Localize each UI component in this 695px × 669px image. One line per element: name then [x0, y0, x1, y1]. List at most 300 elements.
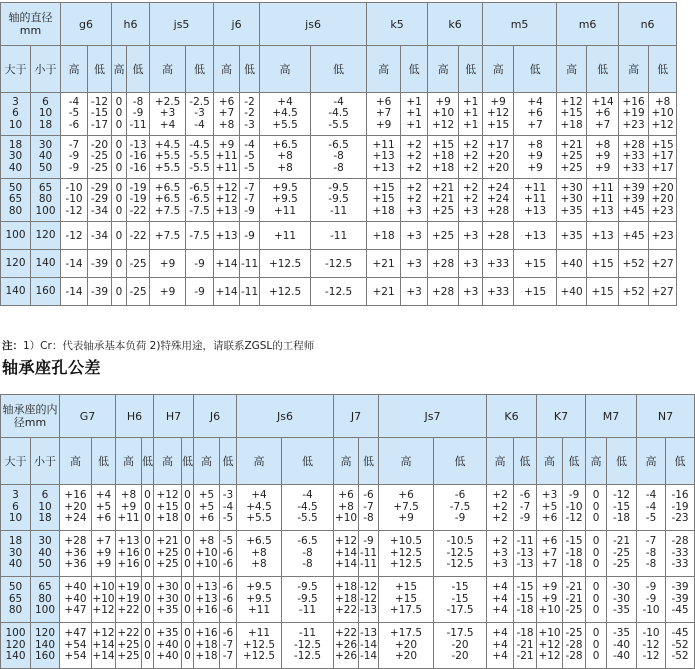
shaft_table-value-cell: +6.5 +6.5 +7.5 [150, 179, 186, 222]
shaft_table-size-under: 30 40 50 [31, 136, 61, 179]
housing_table-value-cell: +3 +5 +6 [537, 485, 563, 531]
shaft_table-subheader-cell: 高 [260, 46, 311, 93]
shaft_table-value-cell: -8 -9 -11 [127, 93, 150, 136]
shaft_table-value-cell: +9 [150, 278, 186, 306]
shaft_table-value-cell: +27 [649, 278, 677, 306]
housing_table-value-cell: -10.5 -12.5 -12.5 [434, 531, 487, 577]
housing_table-value-cell: 0 0 0 [586, 623, 607, 669]
housing_table-value-cell: +6.5 +8 +8 [237, 531, 282, 577]
shaft_table-header-row [1, 3, 677, 46]
housing_table-value-cell: -21 -21 -25 [563, 577, 586, 623]
shaft_table-value-cell: -6.5 -8 -8 [311, 136, 367, 179]
housing_table-value-cell: -4 -4.5 -5.5 [282, 485, 334, 531]
housing_table-value-cell: -4 -4 -5 [637, 485, 666, 531]
housing_table-subheader-cell: 高 [537, 438, 563, 485]
shaft_table-value-cell: -12.5 [311, 278, 367, 306]
housing_table-subheader-cell: 低 [563, 438, 586, 485]
shaft_table-value-cell: +15 +15 +18 [367, 179, 401, 222]
housing_table-grade-header: N7 [637, 395, 695, 438]
shaft_table-value-cell: -39 [88, 278, 112, 306]
shaft_table-value-cell: +3 [401, 250, 428, 278]
housing_table-subheader-cell: 低 [607, 438, 637, 485]
housing_table-value-cell: +40 +40 +47 [60, 577, 92, 623]
housing_table-grade-header: M7 [586, 395, 637, 438]
shaft_table-value-cell: -9 [240, 222, 260, 250]
shaft_table-value-cell: 0 [112, 222, 127, 250]
shaft_table-value-cell: -4 -5 -5 [240, 136, 260, 179]
shaft_table-value-cell: +9 [150, 250, 186, 278]
shaft_table-size-under: 65 80 100 [31, 179, 61, 222]
housing_table-value-cell: 0 0 0 [182, 485, 194, 531]
shaft_table-subheader-cell: 高 [367, 46, 401, 93]
housing_table-value-cell: -16 -19 -23 [666, 485, 695, 531]
shaft_table-value-cell: +15 [587, 278, 619, 306]
shaft_table-value-cell: +40 [557, 278, 587, 306]
shaft_table-value-cell: +28 [483, 222, 514, 250]
housing_table-size-under: 30 40 50 [31, 531, 60, 577]
shaft_table-value-cell: +6.5 +8 +8 [260, 136, 311, 179]
housing_table-value-cell: 0 0 0 [586, 577, 607, 623]
housing_table-value-cell: +7 +9 +9 [92, 531, 116, 577]
shaft_table-value-cell: +45 [619, 222, 649, 250]
shaft_table-value-cell: +21 [367, 250, 401, 278]
shaft_table-value-cell: +4 +4.5 +5.5 [260, 93, 311, 136]
shaft_table-value-cell: -6.5 -6.5 -7.5 [186, 179, 214, 222]
housing_table-size-over: 3 6 10 [1, 485, 31, 531]
shaft_table-value-cell: -11 [240, 250, 260, 278]
shaft_table-value-cell: +28 [428, 278, 459, 306]
shaft_table-grade-header: m5 [483, 3, 557, 46]
housing_table-value-cell: -6 -7 -8 [359, 485, 379, 531]
shaft_table-value-cell: +28 [428, 250, 459, 278]
housing_table-subheader-cell: 低 [434, 438, 487, 485]
shaft_table-value-cell: -39 [88, 250, 112, 278]
shaft_table-value-cell: -4 -4.5 -5.5 [311, 93, 367, 136]
shaft_table-value-cell: +2 +2 +2 [459, 136, 483, 179]
housing_table-value-cell: +4 +5 +6 [92, 485, 116, 531]
shaft_table-value-cell: +52 [619, 278, 649, 306]
footnote-text: 1）Cr：代表轴承基本负荷 2)特殊用途，请联系ZGSL的工程师 [23, 340, 315, 352]
housing_table-subheader-cell: 低 [220, 438, 237, 485]
housing_table-value-cell: -9 -9 -10 [637, 577, 666, 623]
shaft_table-value-cell: +15 +17 +17 [649, 136, 677, 179]
shaft_table-value-cell: -12 -15 -17 [88, 93, 112, 136]
shaft_table-value-cell: -25 [127, 250, 150, 278]
housing_table-value-cell: +9 +9 +10 [537, 577, 563, 623]
housing_table-value-cell: -5 -6 -6 [220, 531, 237, 577]
shaft_table-value-cell: +1 +1 +1 [401, 93, 428, 136]
housing_table-value-cell: -15 -15 -18 [514, 577, 537, 623]
shaft_table-value-cell: -14 [61, 250, 88, 278]
housing_table-value-cell: +8 +9 +11 [116, 485, 142, 531]
shaft_table-value-cell: +1 +1 +1 [459, 93, 483, 136]
housing_table-value-cell: 0 0 0 [182, 577, 194, 623]
housing_table-value-cell: +12 +15 +18 [154, 485, 182, 531]
shaft_table-size-under: 6 10 18 [31, 93, 61, 136]
shaft_table-grade-header: js6 [260, 3, 367, 46]
shaft_table-subheader-cell: 低 [514, 46, 557, 93]
housing_table-value-cell: +2 +2 +2 [487, 485, 514, 531]
shaft_table-value-cell: +25 [428, 222, 459, 250]
shaft_table-value-cell: +12 +15 +18 [557, 93, 587, 136]
shaft_table-subheader-cell: 低 [311, 46, 367, 93]
shaft_table-subheader-cell: 低 [587, 46, 619, 93]
housing_table-value-cell: -11 -13 -13 [514, 531, 537, 577]
housing_table-value-cell: 0 0 0 [182, 531, 194, 577]
housing_table-subheader-cell: 高 [116, 438, 142, 485]
shaft_table-subheader-cell: 高 [619, 46, 649, 93]
housing_table-value-cell: -21 -25 -25 [607, 531, 637, 577]
shaft_table-value-cell: +23 [649, 222, 677, 250]
housing_table-value-cell: 0 0 0 [586, 485, 607, 531]
shaft_table-value-cell: +16 +19 +23 [619, 93, 649, 136]
shaft_table-grade-header: k6 [428, 3, 483, 46]
housing_table-value-cell: -9 -10 -12 [563, 485, 586, 531]
housing_table-grade-header: Js7 [379, 395, 487, 438]
housing_table-value-cell: +17.5 +20 +20 [379, 623, 434, 669]
housing_table-value-cell: +21 +25 +25 [154, 531, 182, 577]
housing_table-value-cell: +19 +19 +22 [116, 577, 142, 623]
housing_table-grade-header: H7 [154, 395, 194, 438]
shaft_table-subheader-cell: 高 [150, 46, 186, 93]
housing_table-value-cell: +28 +36 +36 [60, 531, 92, 577]
housing_table-value-cell: +9.5 +9.5 +11 [237, 577, 282, 623]
housing-tolerance-table [0, 394, 695, 669]
housing_table-value-cell: -18 -21 -21 [514, 623, 537, 669]
shaft_table-subheader-cell: 高 [557, 46, 587, 93]
shaft_table-value-cell: +11 +13 +13 [367, 136, 401, 179]
housing_table-subheader-cell: 大于 [1, 438, 31, 485]
housing_table-subheader-cell: 低 [182, 438, 194, 485]
shaft_table-value-cell: +13 [587, 222, 619, 250]
shaft_table-grade-header: js5 [150, 3, 214, 46]
housing_table-grade-header: G7 [60, 395, 116, 438]
shaft_table-value-cell: -9.5 -9.5 -11 [311, 179, 367, 222]
shaft_table-subheader-cell: 高 [214, 46, 240, 93]
shaft_table-value-cell: +12.5 [260, 278, 311, 306]
housing_table-subheader-cell: 低 [666, 438, 695, 485]
shaft_table-value-cell: -7 -7 -9 [240, 179, 260, 222]
housing_table-value-cell: +11 +12.5 +12.5 [237, 623, 282, 669]
housing_table-value-cell: +16 +18 +18 [194, 623, 220, 669]
shaft_table-value-cell: -22 [127, 222, 150, 250]
housing_table-value-cell: +15 +15 +17.5 [379, 577, 434, 623]
shaft_table-value-cell: +3 [401, 278, 428, 306]
housing_table-value-cell: +18 +18 +22 [334, 577, 359, 623]
housing_table-subheader-cell: 高 [379, 438, 434, 485]
housing_table-value-cell: 0 0 0 [142, 531, 154, 577]
shaft_table-subheader-cell: 低 [459, 46, 483, 93]
housing_table-value-cell: -12 -12 -13 [359, 577, 379, 623]
housing_table-size-over: 50 65 80 [1, 577, 31, 623]
shaft_table-value-cell: -9 [186, 250, 214, 278]
housing_table-subheader-cell: 低 [142, 438, 154, 485]
housing_table-value-cell: +13 +13 +16 [194, 577, 220, 623]
housing_table-value-cell: -6.5 -8 -8 [282, 531, 334, 577]
shaft_table-value-cell: +30 +30 +35 [557, 179, 587, 222]
shaft_table-value-cell: +13 [514, 222, 557, 250]
housing_table-value-cell: -7 -8 -8 [637, 531, 666, 577]
housing_table-value-cell: -6 -7 -7 [220, 623, 237, 669]
shaft_table-value-cell: -10 -10 -12 [61, 179, 88, 222]
housing_table-value-cell: -13 -14 -14 [359, 623, 379, 669]
shaft_table-value-cell: +9 +12 +15 [483, 93, 514, 136]
shaft_table-subheader-cell: 低 [88, 46, 112, 93]
footnote [2, 338, 314, 353]
shaft_table-value-cell: +7.5 [150, 222, 186, 250]
housing_table-value-cell: +12 +14 +14 [92, 623, 116, 669]
shaft_table-subheader-cell: 低 [401, 46, 428, 93]
shaft_table-subheader-cell: 低 [649, 46, 677, 93]
housing_table-value-cell: +8 +10 +10 [194, 531, 220, 577]
shaft_table-value-cell: +11 +11 +13 [514, 179, 557, 222]
shaft_table-value-cell: +20 +20 +23 [649, 179, 677, 222]
shaft_table-value-cell: -4.5 -5.5 -5.5 [186, 136, 214, 179]
shaft_table-value-cell: +9 +11 +11 [214, 136, 240, 179]
shaft_table-grade-header: k5 [367, 3, 428, 46]
shaft_table-value-cell: +6 +7 +8 [214, 93, 240, 136]
table-row [1, 136, 677, 179]
shaft_table-value-cell: -12 [61, 222, 88, 250]
housing_table-value-cell: +12 +14 +14 [334, 531, 359, 577]
housing_table-value-cell: +22 +25 +25 [116, 623, 142, 669]
shaft_table-value-cell: +14 [214, 278, 240, 306]
shaft_table-value-cell: +3 [459, 222, 483, 250]
shaft_table-value-cell: -25 [127, 278, 150, 306]
housing_table-value-cell: +10 +10 +12 [92, 577, 116, 623]
shaft_table-value-cell: +15 +18 +18 [428, 136, 459, 179]
housing_table-subheader-cell: 小于 [31, 438, 60, 485]
table-row [1, 179, 677, 222]
housing_table-value-cell: +10.5 +12.5 +12.5 [379, 531, 434, 577]
housing_table-value-cell: +4 +4 +4 [487, 623, 514, 669]
shaft_table-subheader-cell: 低 [127, 46, 150, 93]
housing_table-value-cell: +22 +26 +26 [334, 623, 359, 669]
shaft_table-value-cell: +21 [367, 278, 401, 306]
shaft_table-subheader-cell: 高 [483, 46, 514, 93]
shaft_table-value-cell: +3 [459, 278, 483, 306]
shaft_table-grade-header: j6 [214, 3, 260, 46]
shaft-tolerance-table [0, 2, 677, 306]
shaft_table-subheader-row [1, 46, 677, 93]
table-row [1, 93, 677, 136]
shaft_table-value-cell: -7.5 [186, 222, 214, 250]
housing_table-value-cell: 0 0 0 [182, 623, 194, 669]
shaft_table-value-cell: +4 +6 +7 [514, 93, 557, 136]
housing_table-value-cell: -9 -11 -11 [359, 531, 379, 577]
housing_table-size-under: 6 10 18 [31, 485, 60, 531]
housing_table-subheader-cell: 高 [334, 438, 359, 485]
shaft_table-value-cell: 0 0 0 [112, 136, 127, 179]
shaft_table-value-cell: +27 [649, 250, 677, 278]
shaft_table-value-cell: 0 0 0 [112, 93, 127, 136]
shaft_table-grade-header: g6 [61, 3, 112, 46]
housing_table-grade-header: Js6 [237, 395, 334, 438]
shaft_table-value-cell: -29 -29 -34 [88, 179, 112, 222]
shaft_table-value-cell: +2 +2 +3 [459, 179, 483, 222]
housing_table-subheader-cell: 高 [194, 438, 220, 485]
housing_table-value-cell: +4 +4.5 +5.5 [237, 485, 282, 531]
shaft_table-subheader-cell: 低 [240, 46, 260, 93]
shaft_table-value-cell: +15 [587, 250, 619, 278]
shaft_table-value-cell: +12.5 [260, 250, 311, 278]
housing_table-subheader-cell: 高 [586, 438, 607, 485]
shaft_table-value-cell: -11 [240, 278, 260, 306]
shaft_table-size-over: 18 30 40 [1, 136, 31, 179]
table-row [1, 250, 677, 278]
housing_table-value-cell: -10 -12 -12 [637, 623, 666, 669]
housing_table-grade-header: K7 [537, 395, 586, 438]
housing_table-value-cell: -3 -4 -5 [220, 485, 237, 531]
housing_table-subheader-row [1, 438, 695, 485]
housing_table-value-cell: -6 -7 -9 [514, 485, 537, 531]
housing_table-value-cell: -6 -6 -6 [220, 577, 237, 623]
shaft_table-value-cell: +33 [483, 250, 514, 278]
shaft_table-value-cell: +24 +24 +28 [483, 179, 514, 222]
housing_table-value-cell: -15 -18 -18 [563, 531, 586, 577]
shaft_table-value-cell: +28 +33 +33 [619, 136, 649, 179]
housing_table-grade-header: J6 [194, 395, 237, 438]
shaft_table-value-cell: -12.5 [311, 250, 367, 278]
housing_table-value-cell: +47 +54 +54 [60, 623, 92, 669]
housing_table-size-over: 100 120 140 [1, 623, 31, 669]
shaft_table-value-cell: +13 [214, 222, 240, 250]
shaft_table-grade-header: m6 [557, 3, 619, 46]
shaft_table-value-cell: +8 +9 +9 [587, 136, 619, 179]
table-row [1, 222, 677, 250]
shaft_table-value-cell: +2 +2 +2 [401, 136, 428, 179]
shaft_table-size-over: 120 [1, 250, 31, 278]
shaft_table-value-cell: -7 -9 -9 [61, 136, 88, 179]
housing_table-size-under: 120 140 160 [31, 623, 60, 669]
shaft_table-value-cell: +14 [214, 250, 240, 278]
shaft_table-value-cell: -2 -2 -3 [240, 93, 260, 136]
shaft_table-value-cell: +35 [557, 222, 587, 250]
housing_table-size-header: 轴承座的内径mm [1, 395, 60, 438]
table-row [1, 485, 695, 531]
shaft_table-size-under: 140 [31, 250, 61, 278]
housing_table-value-cell: +5 +5 +6 [194, 485, 220, 531]
housing_table-value-cell: +4 +4 +4 [487, 577, 514, 623]
shaft_table-value-cell: 0 0 0 [112, 179, 127, 222]
shaft_table-value-cell: +14 +6 +7 [587, 93, 619, 136]
shaft_table-value-cell: +39 +39 +45 [619, 179, 649, 222]
shaft_table-size-under: 160 [31, 278, 61, 306]
shaft_table-value-cell: -19 -19 -22 [127, 179, 150, 222]
shaft_table-value-cell: 0 [112, 278, 127, 306]
housing_table-value-cell: 0 0 0 [142, 577, 154, 623]
shaft_table-value-cell: +15 [514, 278, 557, 306]
housing_table-value-cell: +6 +7.5 +9 [379, 485, 434, 531]
housing_table-subheader-cell: 高 [154, 438, 182, 485]
shaft_table-value-cell: -13 -16 -16 [127, 136, 150, 179]
housing_table-value-cell: +6 +8 +10 [334, 485, 359, 531]
housing_table-value-cell: -12 -15 -18 [607, 485, 637, 531]
shaft_table-value-cell: +21 +21 +25 [428, 179, 459, 222]
shaft_table-subheader-cell: 小于 [31, 46, 61, 93]
housing_table-value-cell: +10 +12 +12 [537, 623, 563, 669]
shaft_table-value-cell: +11 +11 +13 [587, 179, 619, 222]
housing_table-grade-header: K6 [487, 395, 537, 438]
table-row [1, 623, 695, 669]
shaft_table-value-cell: +2.5 +3 +4 [150, 93, 186, 136]
shaft_table-size-over: 50 65 80 [1, 179, 31, 222]
housing_table-value-cell: 0 0 0 [142, 485, 154, 531]
housing_table-value-cell: -6 -7.5 -9 [434, 485, 487, 531]
shaft_table-subheader-cell: 高 [112, 46, 127, 93]
shaft_table-value-cell: +17 +20 +20 [483, 136, 514, 179]
shaft_table-value-cell: +9 +10 +12 [428, 93, 459, 136]
housing_table-size-under: 65 80 100 [31, 577, 60, 623]
housing_table-value-cell: -9.5 -9.5 -11 [282, 577, 334, 623]
shaft_table-subheader-cell: 高 [61, 46, 88, 93]
housing_table-subheader-cell: 高 [237, 438, 282, 485]
housing_table-value-cell: +6 +7 +7 [537, 531, 563, 577]
shaft_table-subheader-cell: 低 [186, 46, 214, 93]
housing_table-subheader-cell: 低 [282, 438, 334, 485]
housing_table-subheader-cell: 高 [637, 438, 666, 485]
housing_table-value-cell: -39 -39 -45 [666, 577, 695, 623]
shaft_table-value-cell: -11 [311, 222, 367, 250]
table-row [1, 278, 677, 306]
housing_table-value-cell: +35 +40 +40 [154, 623, 182, 669]
shaft_table-subheader-cell: 大于 [1, 46, 31, 93]
shaft_table-size-over: 140 [1, 278, 31, 306]
table-row [1, 577, 695, 623]
shaft_table-value-cell: +40 [557, 250, 587, 278]
shaft_table-value-cell: +18 [367, 222, 401, 250]
housing_table-header-row [1, 395, 695, 438]
shaft_table-value-cell: -4 -5 -6 [61, 93, 88, 136]
housing_table-value-cell: -11 -12.5 -12.5 [282, 623, 334, 669]
housing_table-subheader-cell: 低 [359, 438, 379, 485]
shaft_table-value-cell: -20 -25 -25 [88, 136, 112, 179]
housing_table-value-cell: +13 +16 +16 [116, 531, 142, 577]
shaft_table-value-cell: +8 +10 +12 [649, 93, 677, 136]
housing_table-value-cell: +16 +20 +24 [60, 485, 92, 531]
shaft_table-value-cell: +2 +2 +3 [401, 179, 428, 222]
shaft_table-value-cell: +4.5 +5.5 +5.5 [150, 136, 186, 179]
shaft_table-value-cell: +8 +9 +9 [514, 136, 557, 179]
shaft_table-value-cell: -34 [88, 222, 112, 250]
housing_table-value-cell: -35 -40 -40 [607, 623, 637, 669]
housing_table-grade-header: H6 [116, 395, 154, 438]
shaft_table-value-cell: +52 [619, 250, 649, 278]
housing_table-subheader-cell: 低 [92, 438, 116, 485]
housing_table-value-cell: -17.5 -20 -20 [434, 623, 487, 669]
housing_table-subheader-cell: 低 [514, 438, 537, 485]
housing_table-value-cell: 0 0 0 [142, 623, 154, 669]
housing_table-grade-header: J7 [334, 395, 379, 438]
shaft_table-size-over: 3 6 10 [1, 93, 31, 136]
housing_table-value-cell: +30 +30 +35 [154, 577, 182, 623]
shaft_table-value-cell: +9.5 +9.5 +11 [260, 179, 311, 222]
shaft_table-grade-header: n6 [619, 3, 677, 46]
shaft_table-value-cell: +3 [459, 250, 483, 278]
shaft_table-size-under: 120 [31, 222, 61, 250]
housing_table-value-cell: -30 -30 -35 [607, 577, 637, 623]
shaft_table-value-cell: +15 [514, 250, 557, 278]
shaft_table-value-cell: +21 +25 +25 [557, 136, 587, 179]
housing_table-subheader-cell: 高 [60, 438, 92, 485]
shaft_table-size-header: 轴的直径mm [1, 3, 61, 46]
shaft_table-value-cell: -14 [61, 278, 88, 306]
shaft_table-value-cell: -2.5 -3 -4 [186, 93, 214, 136]
shaft_table-value-cell: +6 +7 +9 [367, 93, 401, 136]
shaft_table-size-over: 100 [1, 222, 31, 250]
housing_table-size-over: 18 30 40 [1, 531, 31, 577]
shaft_table-grade-header: h6 [112, 3, 150, 46]
